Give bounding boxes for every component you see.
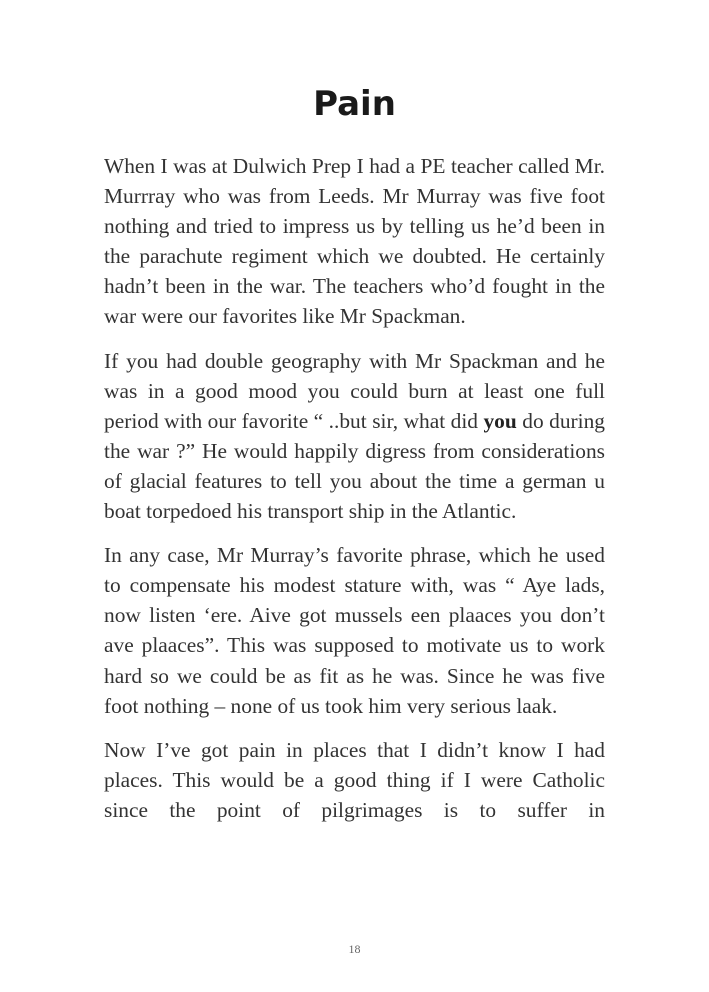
page-number: 18: [348, 942, 361, 956]
paragraph-4: Now I’ve got pain in places that I didn’t know I had places. This would be a good thing if I were Catholic since the point of pilgrimages is to suffer in: [104, 737, 605, 822]
paragraph-1: When I was at Dulwich Prep I had a PE teacher called Mr. Murrray who was from Leeds. Mr Murray was five foot nothing and tried to impress us by telling us he’d been in the parachute regiment which we doubted. He certainly hadn’t been in the war. The teachers who’d fought in the war were our favorites like Mr Spackman.: [104, 154, 605, 329]
paragraph-2: [104, 346, 605, 527]
chapter-body: [104, 151, 605, 839]
paragraph-2-text-start: If you had double geography with Mr Spackman and he was in a good mood you could burn at least one full period with our favorite “ ..but sir, what did: [104, 348, 605, 433]
paragraph-2-text-end: do during the war ?” He would happily digress from considerations of glacial features to tell you about the time a german u boat torpedoed his transport ship in the Atlantic.: [104, 408, 605, 524]
chapter-title: Pain: [313, 84, 396, 124]
paragraph-2-emphasis: you: [483, 408, 517, 433]
paragraph-3: In any case, Mr Murray’s favorite phrase, which he used to compensate his modest stature with, was “ Aye lads, now listen ‘ere. Aive got mussels een plaaces you don’t ave plaaces”. This was supposed to motivate us to work hard so we could be as fit as he was. Since he was five foot nothing – none of us took him very serious laak.: [104, 543, 605, 718]
